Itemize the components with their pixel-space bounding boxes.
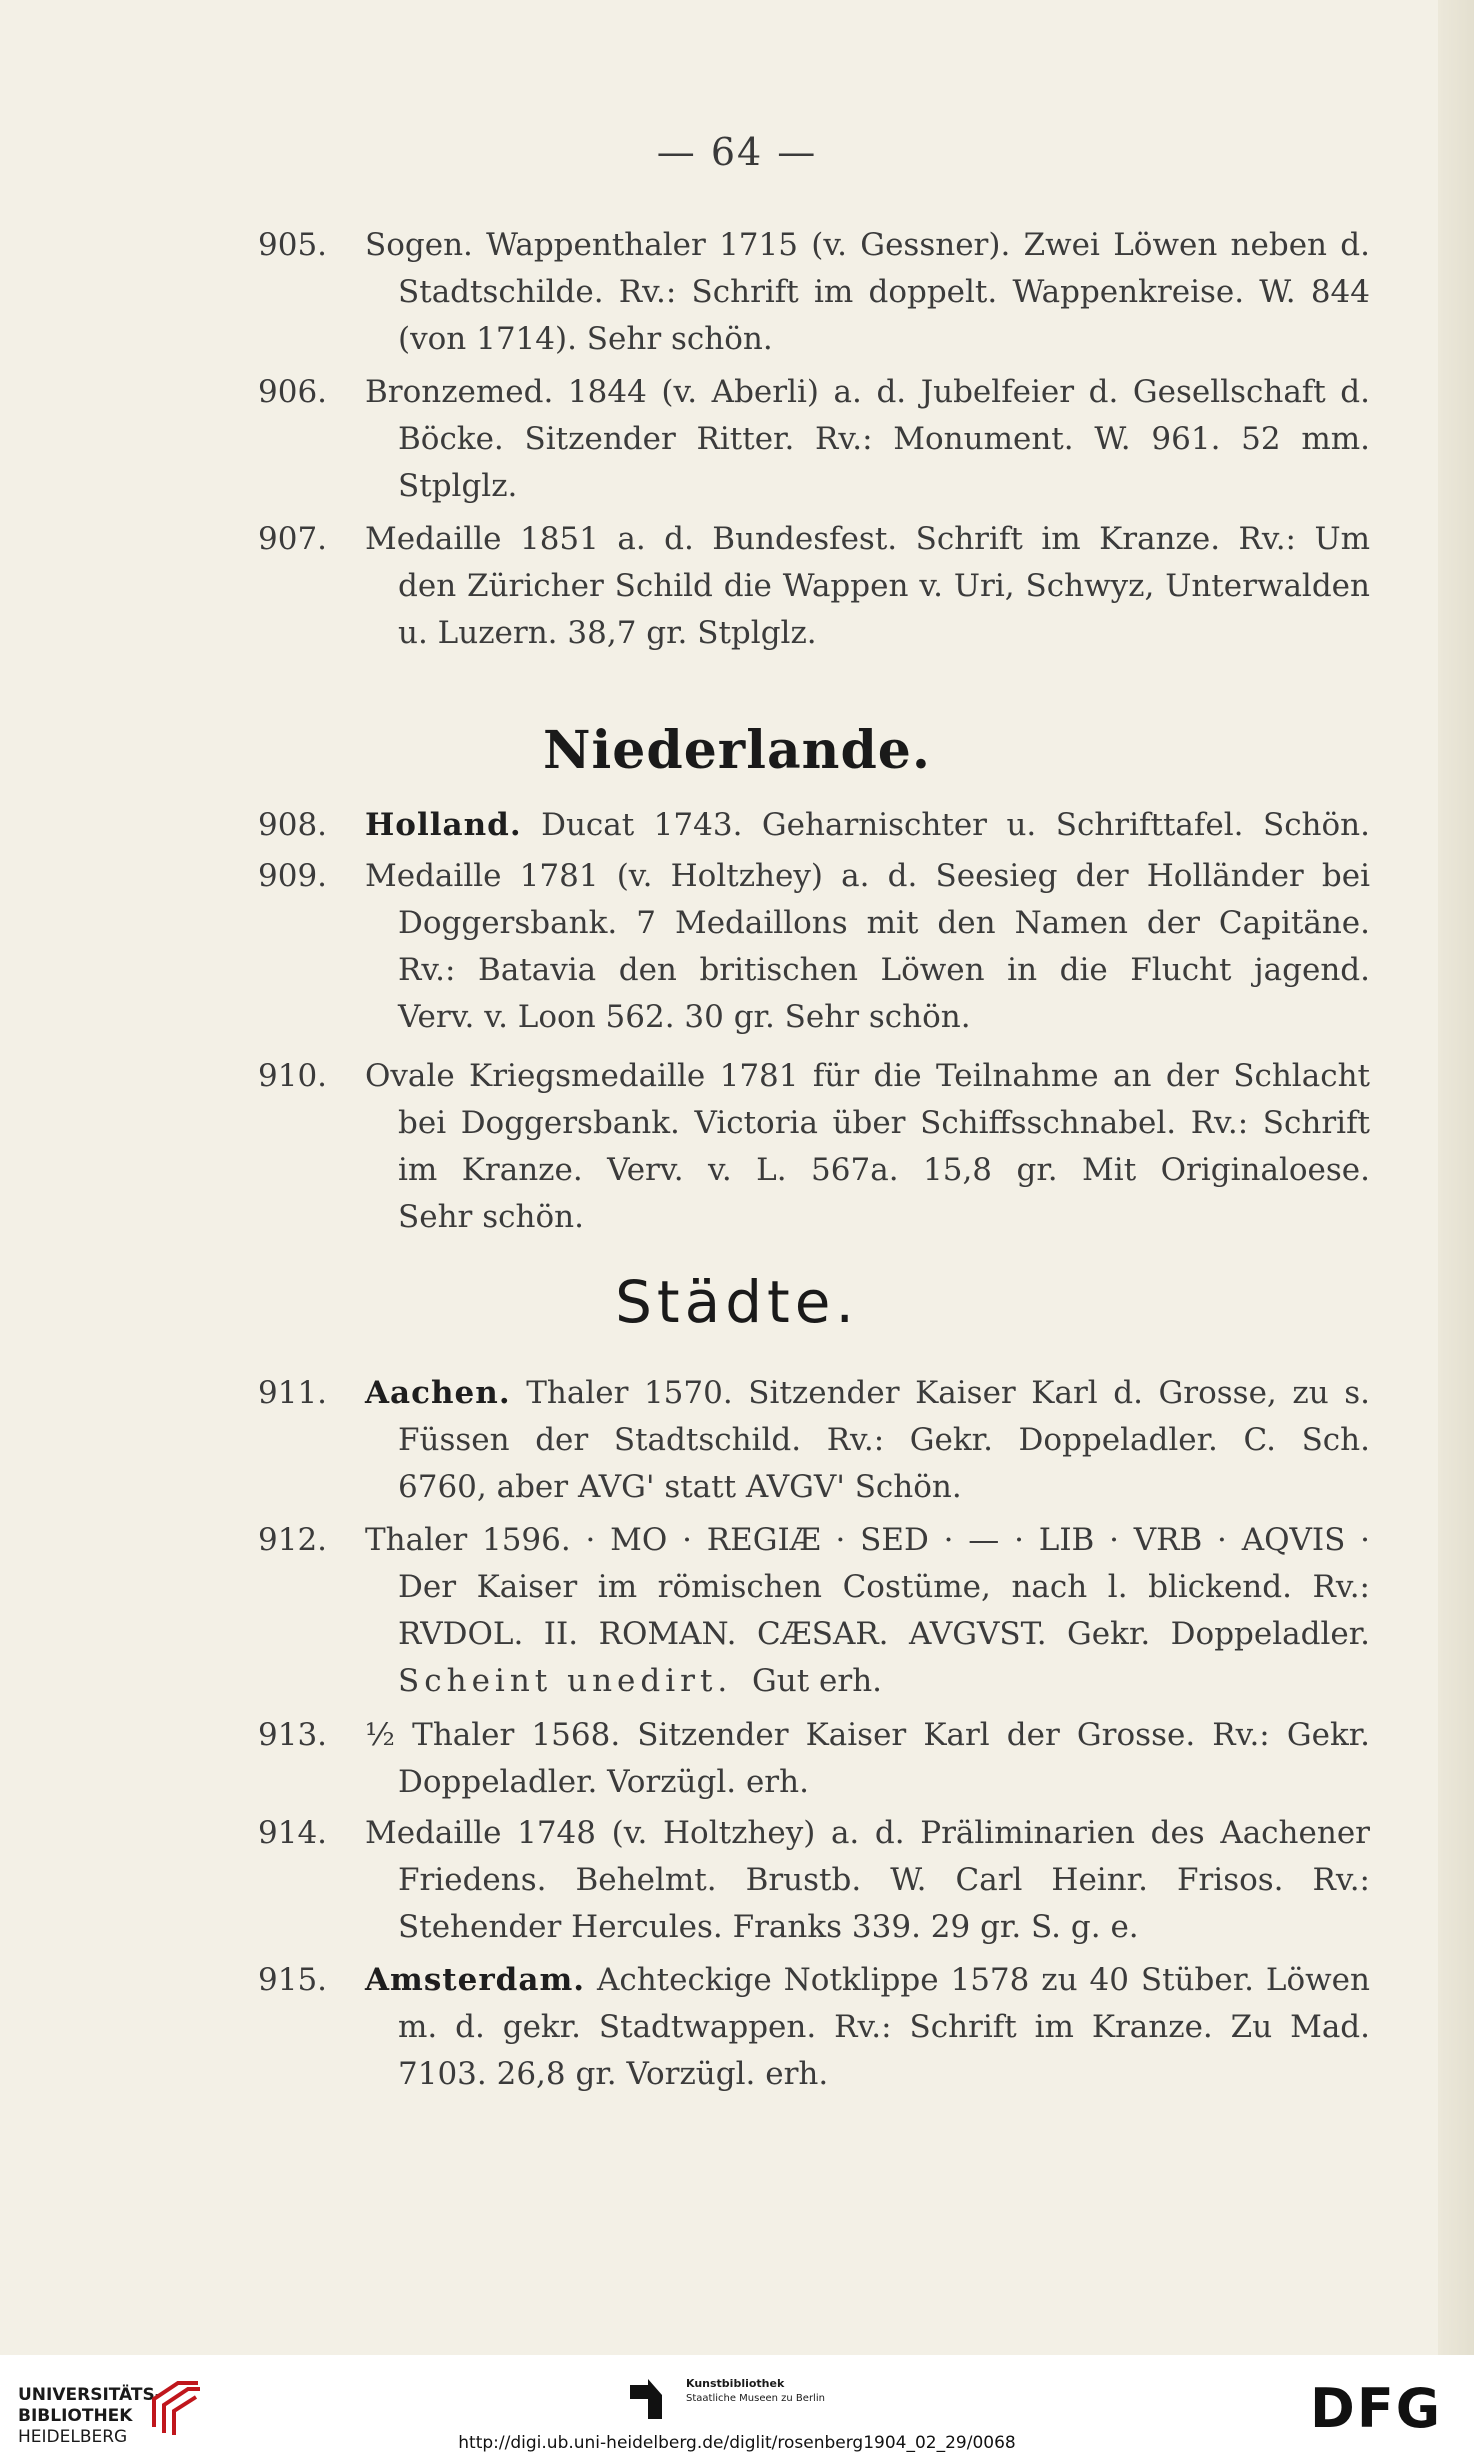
entry-text: Gut erh.	[752, 1663, 883, 1699]
section-heading-niederlande: Niederlande.	[542, 720, 931, 781]
entry-number: 909.	[258, 858, 328, 894]
kunstbibliothek-mark-icon	[628, 2377, 672, 2421]
entry-line: Ovale Kriegsmedaille 1781 für die Teilnahme an der Schlacht	[365, 1058, 1370, 1094]
entry-line: Füssen der Stadtschild. Rv.: Gekr. Doppeladler. C. Sch.	[398, 1422, 1370, 1458]
entry-line	[365, 1370, 1370, 1417]
entry-text: Achteckige Notklippe 1578 zu 40 Stüber. Löwen	[596, 1962, 1370, 1998]
entry-number: 905.	[258, 227, 328, 263]
entry-line: Thaler 1596. · MO · REGIÆ · SED · — · LIB · VRB · AQVIS ·	[365, 1522, 1370, 1558]
entry-number: 911.	[258, 1375, 328, 1411]
entry-number: 906.	[258, 374, 328, 410]
section-heading-staedte: Städte.	[615, 1268, 859, 1336]
place-name: Aachen.	[365, 1375, 511, 1411]
logo-line: BIBLIOTHEK	[18, 2406, 133, 2426]
entry-line: Sogen. Wappenthaler 1715 (v. Gessner). Zwei Löwen neben d.	[365, 227, 1370, 263]
entry-text: Ducat 1743. Geharnischter u. Schrifttafel. Schön.	[541, 807, 1371, 843]
entry-line: Medaille 1781 (v. Holtzhey) a. d. Seesieg der Holländer bei	[365, 858, 1370, 894]
entry-line: Friedens. Behelmt. Brustb. W. Carl Heinr. Frisos. Rv.:	[398, 1862, 1370, 1898]
permalink-url[interactable]: http://digi.ub.uni-heidelberg.de/diglit/rosenberg1904_02_29/0068	[458, 2433, 1016, 2453]
entry-line: ½ Thaler 1568. Sitzender Kaiser Karl der Grosse. Rv.: Gekr.	[365, 1717, 1370, 1753]
entry-text: Thaler 1570. Sitzender Kaiser Karl d. Grosse, zu s.	[526, 1375, 1370, 1411]
kunstbibliothek-logo[interactable]	[628, 2377, 825, 2425]
entry-line: m. d. gekr. Stadtwappen. Rv.: Schrift im Kranze. Zu Mad.	[398, 2009, 1370, 2045]
entry-line	[365, 802, 1370, 849]
entry-number: 914.	[258, 1815, 328, 1851]
entry-line: Sehr schön.	[398, 1199, 584, 1235]
entry-line: Böcke. Sitzender Ritter. Rv.: Monument. W. 961. 52 mm.	[398, 421, 1370, 457]
place-name: Amsterdam.	[365, 1962, 586, 1998]
entry-number: 910.	[258, 1058, 328, 1094]
entry-number: 913.	[258, 1717, 328, 1753]
entry-line: 6760, aber AVG' statt AVGV' Schön.	[398, 1469, 962, 1505]
entry-line: den Züricher Schild die Wappen v. Uri, Schwyz, Unterwalden	[398, 568, 1370, 604]
place-name: Holland.	[365, 807, 522, 843]
page-number: — 64 —	[656, 130, 818, 174]
entry-line: RVDOL. II. ROMAN. CÆSAR. AVGVST. Gekr. Doppeladler.	[398, 1616, 1370, 1652]
entry-line	[398, 1658, 1370, 1705]
logo-line: HEIDELBERG	[18, 2427, 128, 2447]
entry-line: Medaille 1748 (v. Holtzhey) a. d. Präliminarien des Aachener	[365, 1815, 1370, 1851]
entry-line: Rv.: Batavia den britischen Löwen in die Flucht jagend.	[398, 952, 1370, 988]
heidelberg-mark-icon	[148, 2377, 204, 2437]
entry-line: Stadtschilde. Rv.: Schrift im doppelt. Wappenkreise. W. 844	[398, 274, 1370, 310]
entry-line: im Kranze. Verv. v. L. 567a. 15,8 gr. Mit Originaloese.	[398, 1152, 1370, 1188]
entry-line: u. Luzern. 38,7 gr. Stplglz.	[398, 615, 817, 651]
logo-line: UNIVERSITÄTS-	[18, 2385, 162, 2405]
entry-number: 915.	[258, 1962, 328, 1998]
page-edge	[1438, 0, 1474, 2355]
entry-line: (von 1714). Sehr schön.	[398, 321, 773, 357]
entry-line: Bronzemed. 1844 (v. Aberli) a. d. Jubelfeier d. Gesellschaft d.	[365, 374, 1370, 410]
entry-line: Der Kaiser im römischen Costüme, nach l. blickend. Rv.:	[398, 1569, 1370, 1605]
entry-line	[365, 1957, 1370, 2004]
entry-line: Doggersbank. 7 Medaillons mit den Namen der Capitäne.	[398, 905, 1370, 941]
entry-line: bei Doggersbank. Victoria über Schiffsschnabel. Rv.: Schrift	[398, 1105, 1370, 1141]
emphasis-text: Scheint unedirt.	[398, 1663, 733, 1699]
entry-line: Stplglz.	[398, 468, 518, 504]
entry-number: 907.	[258, 521, 328, 557]
entry-line: 7103. 26,8 gr. Vorzügl. erh.	[398, 2056, 829, 2092]
entry-line: Medaille 1851 a. d. Bundesfest. Schrift im Kranze. Rv.: Um	[365, 521, 1370, 557]
kunstbibliothek-title: Kunstbibliothek	[686, 2377, 785, 2390]
entry-line: Stehender Hercules. Franks 339. 29 gr. S. g. e.	[398, 1909, 1139, 1945]
entry-line: Doppeladler. Vorzügl. erh.	[398, 1764, 809, 1800]
entry-number: 908.	[258, 807, 328, 843]
kunstbibliothek-subtitle: Staatliche Museen zu Berlin	[686, 2393, 825, 2404]
dfg-logo[interactable]: DFG	[1310, 2377, 1443, 2440]
entry-number: 912.	[258, 1522, 328, 1558]
viewer-footer	[0, 2355, 1474, 2462]
entry-line: Verv. v. Loon 562. 30 gr. Sehr schön.	[398, 999, 971, 1035]
